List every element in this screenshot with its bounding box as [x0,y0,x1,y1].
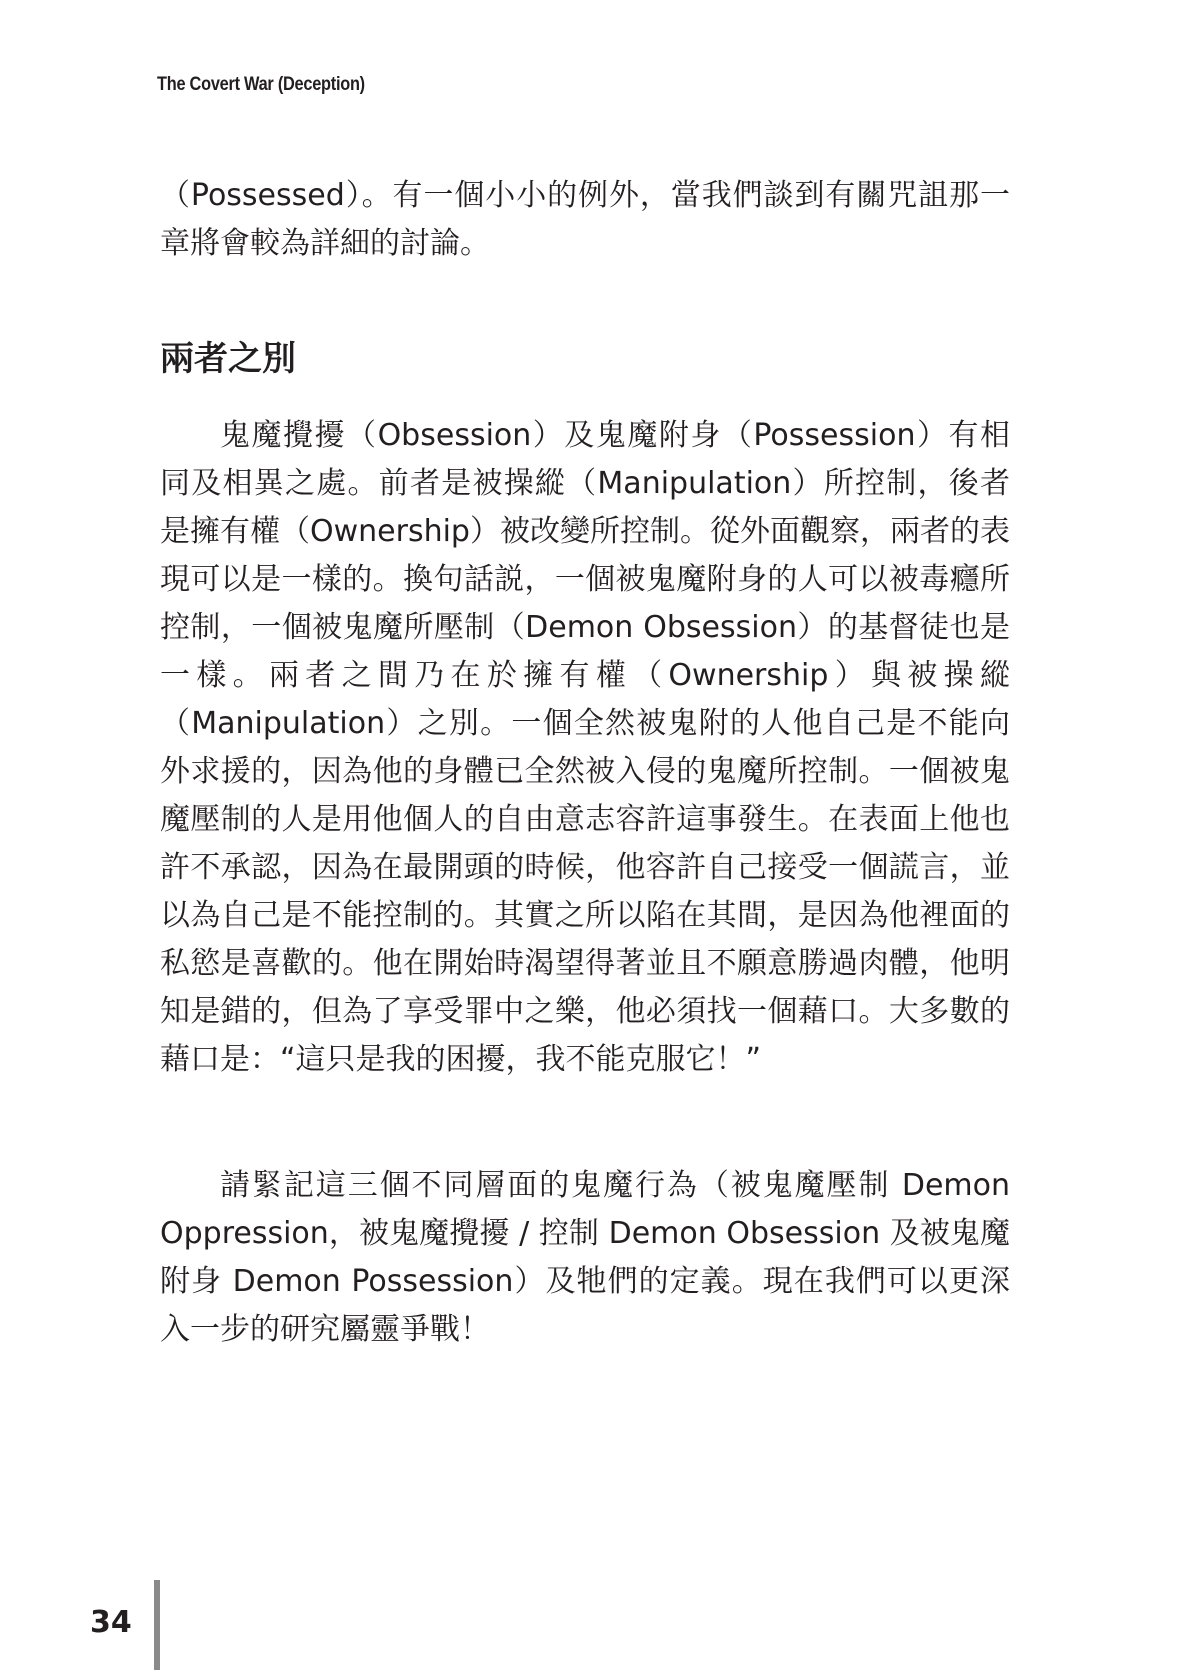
section-heading: 兩者之別 [160,339,296,379]
page-number: 34 [90,1605,132,1640]
page-number-divider [154,1580,160,1670]
body-paragraph-2 [160,1162,1010,1354]
body-paragraph-1 [160,412,1010,1084]
body-paragraph-1-text: 鬼魔攪擾（Obsession）及鬼魔附身（Possession）有相同及相異之處。前者是被操縱（Manipulation）所控制，後者是擁有權（Ownership）被改變所控制。從外面觀察，兩者的表現可以是一樣的。換句話説，一個被鬼魔附身的人可以被毒癮所控制，一個被鬼魔所壓制（Demon Obsession）的基督徒也是一樣。兩者之間乃在於擁有權（Ownership）與被操縱（Manipulation）之別。一個全然被鬼附的人他自己是不能向外求援的，因為他的身體已全然被入侵的鬼魔所控制。一個被鬼魔壓制的人是用他個人的自由意志容許這事發生。在表面上他也許不承認，因為在最開頭的時候，他容許自己接受一個謊言，並以為自己是不能控制的。其實之所以陷在其間，是因為他裡面的私慾是喜歡的。他在開始時渴望得著並且不願意勝過肉體，他明知是錯的，但為了享受罪中之樂，他必須找一個藉口。大多數的藉口是：“這只是我的困擾，我不能克服它！” [160,418,1010,1077]
continuation-paragraph-text: （Possessed）。有一個小小的例外，當我們談到有關咒詛那一章將會較為詳細的討論。 [160,178,1010,261]
continuation-paragraph [160,172,1010,268]
body-paragraph-2-text: 請緊記這三個不同層面的鬼魔行為（被鬼魔壓制 Demon Oppression，被鬼魔攪擾 / 控制 Demon Obsession 及被鬼魔附身 Demon Possession）及牠們的定義。現在我們可以更深入一步的研究屬靈爭戰！ [160,1168,1010,1347]
running-header-title: The Covert War (Deception) [157,74,365,95]
